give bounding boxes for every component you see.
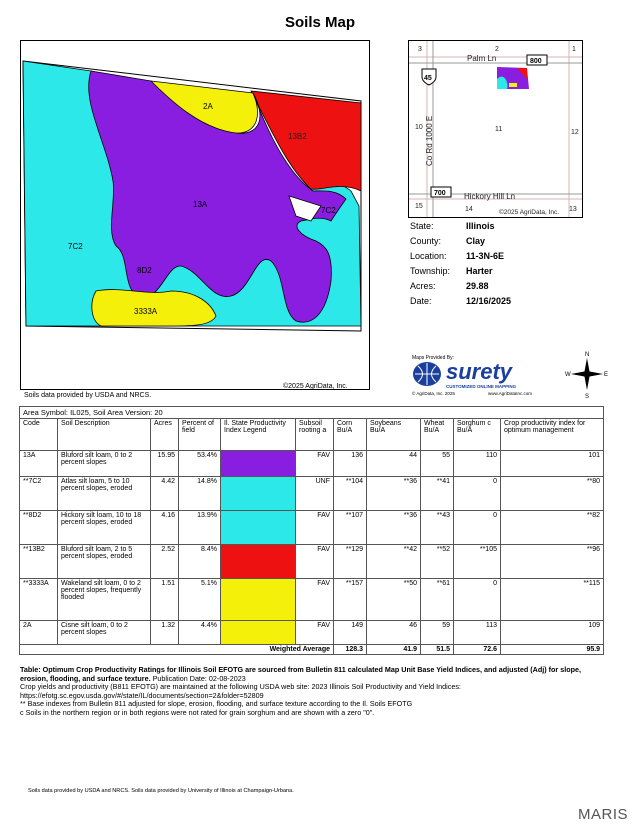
row-cpi: 101 — [501, 451, 604, 477]
compass-n: N — [585, 352, 590, 358]
note-line-4: ** Base indexes from Bulletin 811 adjusted for slope, erosion, flooding, and surface texture according to the Il. Soils EFOTG — [20, 699, 413, 709]
row-subsoil: FAV — [296, 451, 334, 477]
info-state-value: Illinois — [466, 221, 495, 231]
weighted-cpi: 95.9 — [501, 645, 604, 655]
header-wheat: Wheat Bu/A — [421, 419, 454, 451]
surety-globe-icon — [412, 361, 442, 387]
row-acres: 1.32 — [151, 621, 179, 645]
row-corn: **107 — [334, 511, 367, 545]
route-800-shield-icon — [527, 55, 547, 65]
row-soy: **36 — [367, 511, 421, 545]
row-soy: 46 — [367, 621, 421, 645]
road-co-rd-1000-e: Co Rd 1000 E — [425, 115, 434, 166]
row-soy: **36 — [367, 477, 421, 511]
row-corn: 136 — [334, 451, 367, 477]
locator-number-1: 1 — [572, 46, 576, 53]
info-date — [410, 296, 511, 306]
row-cpi: **96 — [501, 545, 604, 579]
row-soy: **42 — [367, 545, 421, 579]
row-sorghum: 0 — [454, 579, 501, 621]
info-date-value: 12/16/2025 — [466, 296, 512, 306]
row-wheat: **41 — [421, 477, 454, 511]
row-legend-swatch — [221, 579, 296, 621]
row-desc: Wakeland silt loam, 0 to 2 percent slopes, frequently flooded — [58, 579, 151, 621]
row-desc: Atlas silt loam, 5 to 10 percent slopes, eroded — [58, 477, 151, 511]
header-cpi: Crop productivity index for optimum management — [501, 419, 604, 451]
header-acres: Acres — [151, 419, 179, 451]
compass-e: E — [604, 372, 609, 378]
row-corn: **129 — [334, 545, 367, 579]
surety-logo — [412, 355, 552, 403]
row-acres: 1.51 — [151, 579, 179, 621]
shield-45-label: 45 — [424, 75, 432, 82]
row-acres: 15.95 — [151, 451, 179, 477]
row-code: **3333A — [20, 579, 58, 621]
row-pct: 4.4% — [179, 621, 221, 645]
row-wheat: **61 — [421, 579, 454, 621]
info-location-label: Location: — [410, 251, 447, 261]
row-sorghum: 0 — [454, 477, 501, 511]
logo-footer-left: © AgriData, Inc. 2025 — [412, 391, 455, 396]
row-desc: Hickory silt loam, 10 to 18 percent slopes, eroded — [58, 511, 151, 545]
weighted-soy: 41.9 — [367, 645, 421, 655]
note-line-5: c Soils in the northern region or in both regions were not rated for grain sorghum and are shown with a zero "0". — [20, 707, 375, 717]
logo-footer-right: www.AgriDataInc.com — [488, 391, 533, 396]
row-legend-swatch — [221, 545, 296, 579]
row-subsoil: FAV — [296, 621, 334, 645]
weighted-average-row — [20, 645, 604, 655]
locator-map — [408, 40, 583, 218]
locator-number-14: 14 — [465, 206, 473, 213]
map-copyright: ©2025 AgriData, Inc. — [283, 383, 348, 390]
row-code: **8D2 — [20, 511, 58, 545]
info-township-value: Harter — [466, 266, 493, 276]
row-wheat: 59 — [421, 621, 454, 645]
footer-source: Soils data provided by USDA and NRCS. Soils data provided by University of Illinois at Champaign-Urbana. — [28, 788, 294, 794]
header-soybeans: Soybeans Bu/A — [367, 419, 421, 451]
info-county-label: County: — [410, 236, 442, 246]
logo-name: surety — [446, 359, 513, 384]
locator-number-3: 3 — [418, 46, 422, 53]
row-cpi: **80 — [501, 477, 604, 511]
row-pct: 53.4% — [179, 451, 221, 477]
row-code: 2A — [20, 621, 58, 645]
compass-s: S — [585, 394, 590, 400]
map-label-13a: 13A — [193, 200, 208, 209]
map-label-7c2-right: 7C2 — [321, 206, 336, 215]
map-label-13b2: 13B2 — [288, 132, 307, 141]
row-wheat: **52 — [421, 545, 454, 579]
row-corn: **104 — [334, 477, 367, 511]
locator-copyright: ©2025 AgriData, Inc. — [499, 209, 560, 216]
soil-table — [19, 406, 604, 655]
info-date-label: Date: — [410, 296, 432, 306]
maris-watermark: MARIS — [577, 806, 628, 823]
row-legend-swatch — [221, 451, 296, 477]
info-location — [410, 251, 504, 261]
row-pct: 13.9% — [179, 511, 221, 545]
info-acres-value: 29.88 — [466, 281, 489, 291]
note-table-source — [20, 666, 610, 683]
row-wheat: **43 — [421, 511, 454, 545]
row-corn: 149 — [334, 621, 367, 645]
table-notes — [20, 666, 610, 718]
note-line-2: Crop yields and productivity (B811 EFOTG) are maintained at the following USDA web site: 2023 Illinois Soil Productivity and Yield Indices: — [20, 682, 461, 692]
row-legend-swatch — [221, 477, 296, 511]
row-pct: 14.8% — [179, 477, 221, 511]
route-700-shield-icon — [431, 187, 451, 197]
header-code: Code — [20, 419, 58, 451]
header-percent: Percent of field — [179, 419, 221, 451]
table-row — [20, 451, 604, 477]
locator-number-12: 12 — [571, 129, 579, 136]
row-subsoil: UNF — [296, 477, 334, 511]
info-township — [410, 266, 493, 276]
map-label-7c2-left: 7C2 — [68, 242, 83, 251]
shield-700-label: 700 — [434, 190, 446, 197]
row-sorghum: 0 — [454, 511, 501, 545]
row-cpi: **82 — [501, 511, 604, 545]
row-desc: Bluford silt loam, 2 to 5 percent slopes, eroded — [58, 545, 151, 579]
row-soy: 44 — [367, 451, 421, 477]
row-corn: **157 — [334, 579, 367, 621]
row-acres: 2.52 — [151, 545, 179, 579]
row-legend-swatch — [221, 621, 296, 645]
weighted-sorghum: 72.6 — [454, 645, 501, 655]
weighted-corn: 128.3 — [334, 645, 367, 655]
row-subsoil: FAV — [296, 579, 334, 621]
header-corn: Corn Bu/A — [334, 419, 367, 451]
table-row — [20, 621, 604, 645]
info-county — [410, 236, 485, 246]
area-symbol: Area Symbol: IL025, Soil Area Version: 20 — [20, 407, 604, 419]
row-code: 13A — [20, 451, 58, 477]
row-desc: Bluford silt loam, 0 to 2 percent slopes — [58, 451, 151, 477]
soil-map — [20, 40, 370, 390]
table-row — [20, 477, 604, 511]
page-title: Soils Map — [284, 14, 355, 31]
row-desc: Cisne silt loam, 0 to 2 percent slopes — [58, 621, 151, 645]
locator-number-10: 10 — [415, 124, 423, 131]
row-acres: 4.16 — [151, 511, 179, 545]
row-sorghum: **105 — [454, 545, 501, 579]
locator-number-13: 13 — [569, 206, 577, 213]
row-wheat: 55 — [421, 451, 454, 477]
info-acres-label: Acres: — [410, 281, 436, 291]
row-code: **7C2 — [20, 477, 58, 511]
row-subsoil: FAV — [296, 511, 334, 545]
shield-800-label: 800 — [530, 58, 542, 65]
map-label-2a: 2A — [203, 102, 213, 111]
row-pct: 5.1% — [179, 579, 221, 621]
road-hickory-hill-ln: Hickory Hill Ln — [464, 192, 516, 201]
row-code: **13B2 — [20, 545, 58, 579]
info-location-value: 11-3N-6E — [466, 251, 505, 261]
weighted-label: Weighted Average — [20, 645, 334, 655]
row-subsoil: FAV — [296, 545, 334, 579]
table-row — [20, 511, 604, 545]
table-header-row — [20, 419, 604, 451]
info-state — [410, 221, 495, 231]
compass-w: W — [565, 372, 571, 378]
locator-number-2: 2 — [495, 46, 499, 53]
row-pct: 8.4% — [179, 545, 221, 579]
header-subsoil: Subsoil rooting a — [296, 419, 334, 451]
area-symbol-row — [20, 407, 604, 419]
note-bold: Table: Optimum Crop Productivity Ratings for Illinois Soil EFOTG are sourced from Bulletin 811 calculated Map Unit Base Yield Indices, and adjusted (Adj) for slope, erosion, flooding, and surface texture. — [20, 665, 581, 683]
locator-number-15: 15 — [415, 203, 423, 210]
table-row — [20, 579, 604, 621]
row-legend-swatch — [221, 511, 296, 545]
road-palm-ln: Palm Ln — [467, 54, 497, 63]
info-township-label: Township: — [410, 266, 451, 276]
logo-tagline: CUSTOMIZED ONLINE MAPPING — [446, 384, 517, 389]
header-soil-description: Soil Description — [58, 419, 151, 451]
note-link[interactable]: https://efotg.sc.egov.usda.gov/#/state/IL/documents/section=2&folder=52809 — [20, 690, 264, 700]
info-county-value: Clay — [466, 236, 486, 246]
map-source-note: Soils data provided by USDA and NRCS. — [24, 392, 152, 399]
info-acres — [410, 281, 489, 291]
row-acres: 4.42 — [151, 477, 179, 511]
info-state-label: State: — [410, 221, 434, 231]
row-cpi: **115 — [501, 579, 604, 621]
compass-rose-icon — [565, 350, 609, 400]
row-cpi: 109 — [501, 621, 604, 645]
header-sorghum: Sorghum c Bu/A — [454, 419, 501, 451]
map-label-3333a: 3333A — [134, 307, 158, 316]
locator-number-11: 11 — [495, 126, 503, 133]
row-soy: **50 — [367, 579, 421, 621]
logo-provided-by: Maps Provided By: — [412, 355, 454, 361]
map-label-8d2: 8D2 — [137, 266, 152, 275]
row-sorghum: 113 — [454, 621, 501, 645]
header-legend: Il. State Productivity Index Legend — [221, 419, 296, 451]
note-pub-date: Publication Date: 02-08-2023 — [150, 673, 246, 683]
row-sorghum: 110 — [454, 451, 501, 477]
weighted-wheat: 51.5 — [421, 645, 454, 655]
table-row — [20, 545, 604, 579]
